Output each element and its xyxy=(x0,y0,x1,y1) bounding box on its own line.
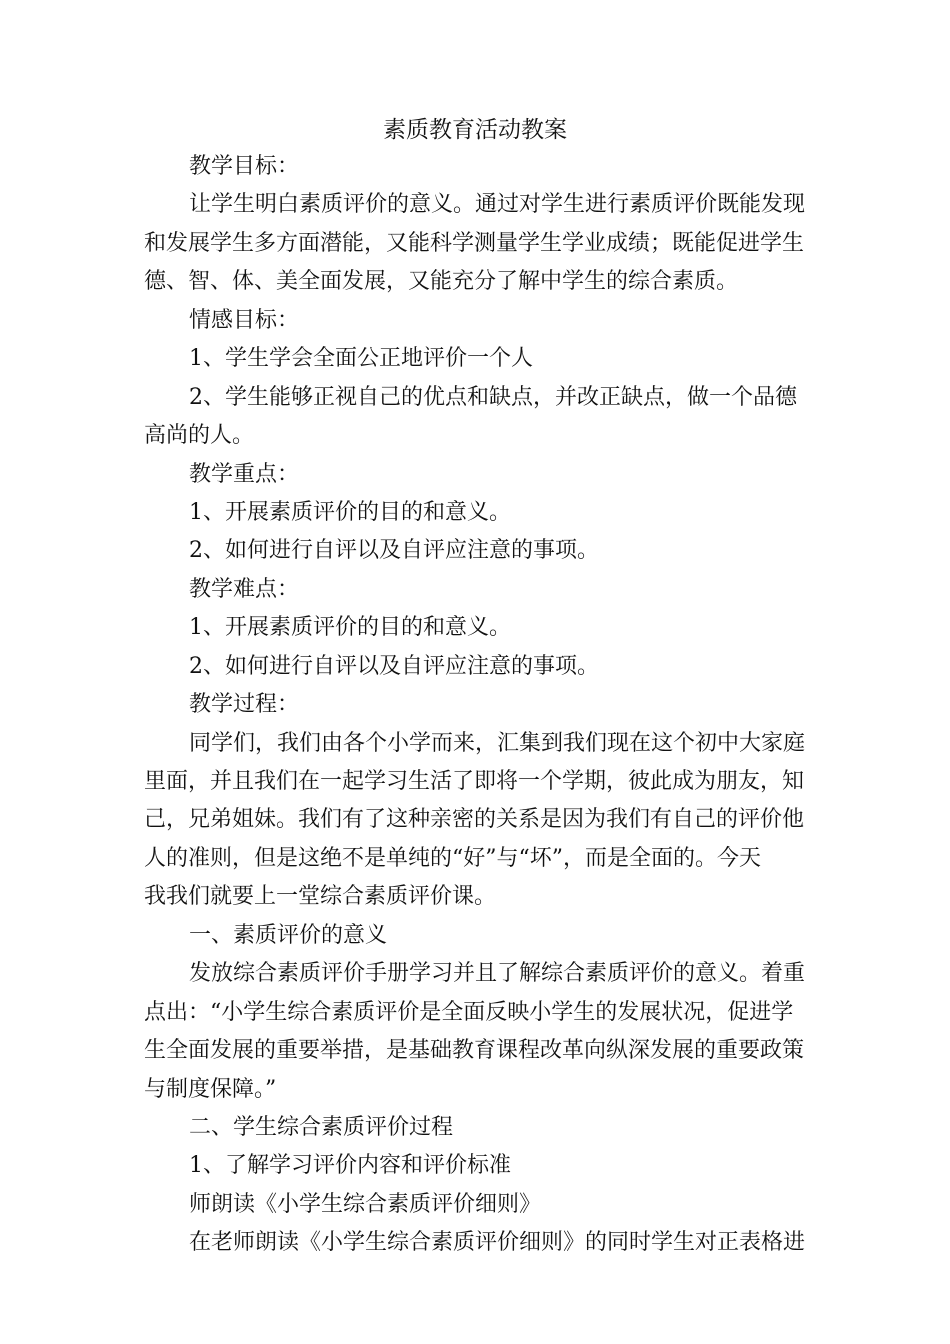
text-line: 教学难点： xyxy=(189,576,300,602)
text-line: 点出：“小学生综合素质评价是全面反映小学生的发展状况，促进学 xyxy=(144,999,794,1025)
text-line: 教学过程： xyxy=(189,692,300,718)
text-line: 情感目标： xyxy=(189,307,300,333)
text-line: 1、了解学习评价内容和评价标准 xyxy=(189,1153,511,1179)
text-line: 与制度保障。” xyxy=(144,1076,277,1102)
text-line: 师朗读《小学生综合素质评价细则》 xyxy=(189,1191,542,1217)
text-line: 2、学生能够正视自己的优点和缺点，并改正缺点，做一个品德 xyxy=(189,384,797,410)
document-title: 素质教育活动教案 xyxy=(383,117,567,143)
text-line: 己，兄弟姐妹。我们有了这种亲密的关系是因为我们有自己的评价他 xyxy=(144,807,805,833)
text-line: 2、如何进行自评以及自评应注意的事项。 xyxy=(189,653,599,679)
text-line: 同学们，我们由各个小学而来，汇集到我们现在这个初中大家庭 xyxy=(189,730,806,756)
text-line: 发放综合素质评价手册学习并且了解综合素质评价的意义。着重 xyxy=(189,961,806,987)
text-line: 1、学生学会全面公正地评价一个人 xyxy=(189,346,533,372)
text-line: 1、开展素质评价的目的和意义。 xyxy=(189,499,511,525)
text-line: 里面，并且我们在一起学习生活了即将一个学期，彼此成为朋友，知 xyxy=(144,769,805,794)
text-line: 2、如何进行自评以及自评应注意的事项。 xyxy=(189,538,599,564)
text-line: 教学重点： xyxy=(189,461,300,487)
text-line: 让学生明白素质评价的意义。通过对学生进行素质评价既能发现 xyxy=(189,192,806,218)
text-line: 我我们就要上一堂综合素质评价课。 xyxy=(144,884,497,910)
text-line: 教学目标： xyxy=(189,154,300,179)
text-line: 一、素质评价的意义 xyxy=(189,922,388,948)
text-line: 德、智、体、美全面发展，又能充分了解中学生的综合素质。 xyxy=(144,269,739,295)
text-line: 人的准则，但是这绝不是单纯的“好”与“坏”，而是全面的。今天 xyxy=(144,845,761,871)
text-line: 高尚的人。 xyxy=(144,423,255,449)
text-line: 和发展学生多方面潜能，又能科学测量学生学业成绩；既能促进学生 xyxy=(144,230,805,256)
text-line: 在老师朗读《小学生综合素质评价细则》的同时学生对正表格进 xyxy=(189,1230,806,1256)
text-line: 1、开展素质评价的目的和意义。 xyxy=(189,615,511,641)
text-line: 二、学生综合素质评价过程 xyxy=(189,1114,454,1140)
document-body xyxy=(144,148,812,1263)
text-line: 生全面发展的重要举措，是基础教育课程改革向纵深发展的重要政策 xyxy=(144,1038,805,1064)
